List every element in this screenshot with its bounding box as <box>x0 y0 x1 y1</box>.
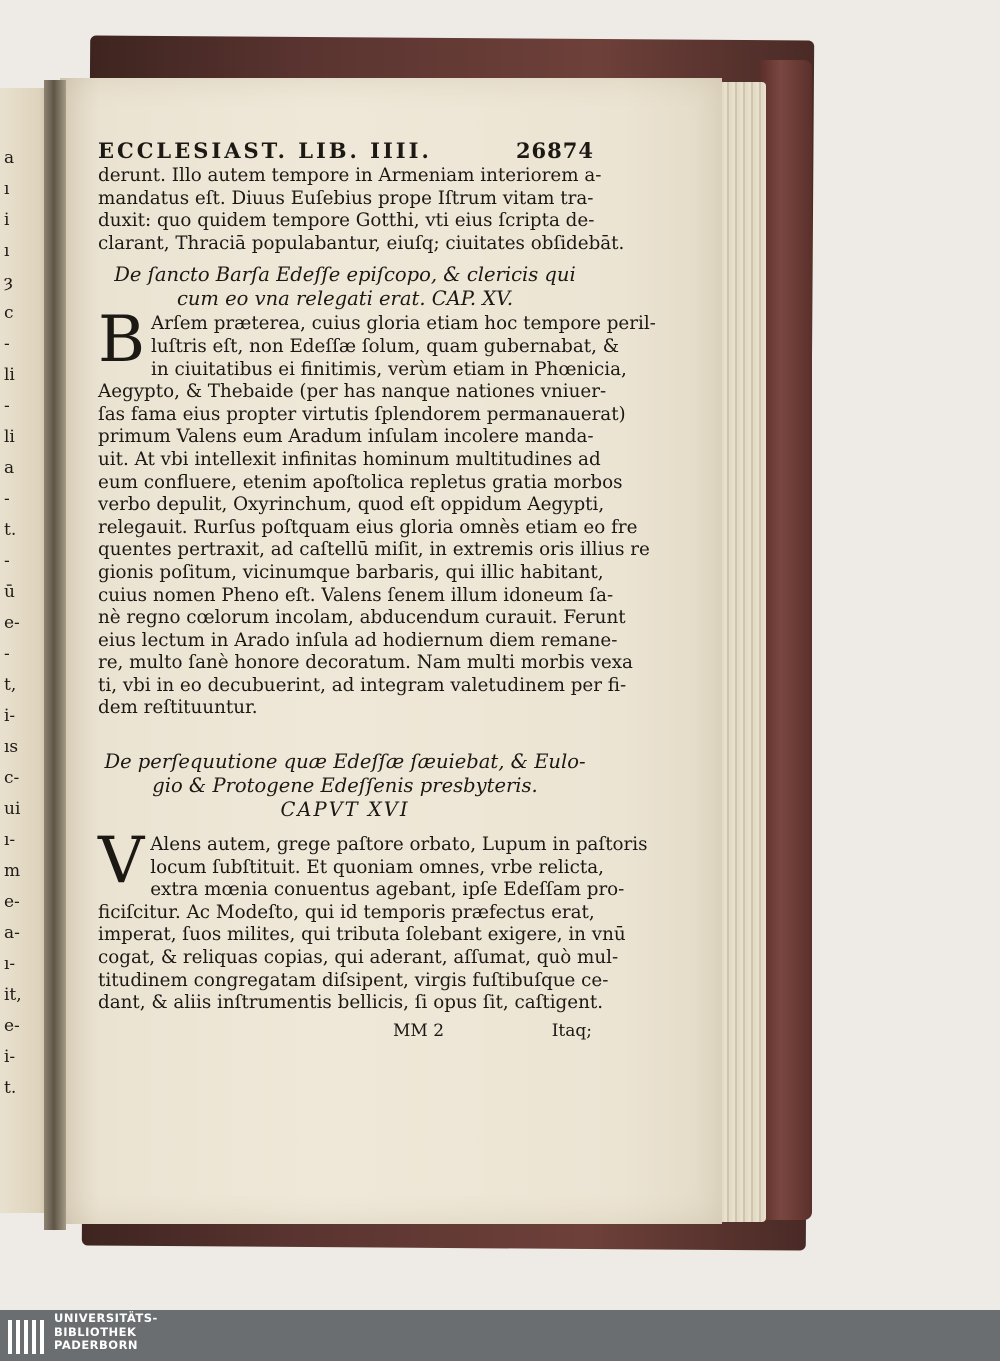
left-page-fragment: a <box>4 148 15 168</box>
left-page-fragment: t, <box>4 675 17 695</box>
text-line: dant, & aliis inſtrumentis bellicis, ſi opus ſit, caſtigent. <box>98 992 604 1014</box>
page-edges <box>716 82 766 1222</box>
text-line: Aegypto, & Thebaide (per has nanque nationes vniuer- <box>98 381 607 403</box>
text-line: primum Valens eum Aradum inſulam incolere manda- <box>98 426 594 448</box>
left-page-fragment: ı- <box>4 830 16 850</box>
left-page-fragment: c- <box>4 768 20 788</box>
chapter-15-text <box>98 303 656 720</box>
left-page-fragment: a- <box>4 923 20 943</box>
text-line: Alens autem, grege paſtore orbato, Lupum in paſtoris <box>150 834 648 856</box>
chapter-15-heading <box>98 263 592 311</box>
text-line: verbo depulit, Oxyrinchum, quod eſt oppidum Aegypti, <box>98 494 605 516</box>
left-page-fragment: a <box>4 458 15 478</box>
left-page-fragment: ı <box>4 179 10 199</box>
page-number: 26874 <box>515 138 594 163</box>
heading-line: De perſequutione quæ Edeſſæ ſæuiebat, & Eulo- <box>104 750 586 774</box>
text-line: luſtris eſt, non Edeſſæ ſolum, quam gubernabat, & <box>151 335 619 357</box>
text-line: re, multo ſanè honore decoratum. Nam multi morbis vexa <box>98 652 633 674</box>
text-line: imperat, ſuos milites, qui tributa ſolebant exigere, in vnū <box>98 924 626 946</box>
left-page-fragment: li <box>4 427 15 447</box>
text-line: gionis poſitum, vicinumque barbaris, qui illic habitant, <box>98 561 604 583</box>
text-line: derunt. Illo autem tempore in Armeniam interiorem a- <box>98 165 602 186</box>
left-page-fragment: ȝ <box>4 272 13 292</box>
left-page-fragment: m <box>4 861 21 881</box>
left-page-fragment: it, <box>4 985 22 1005</box>
left-page-fragment: ıs <box>4 737 19 757</box>
library-name-line: PADERBORN <box>54 1338 139 1352</box>
text-line: nè regno cœlorum incolam, abducendum curauit. Ferunt <box>98 607 626 629</box>
cover-edge <box>760 60 812 1220</box>
text-line: uit. At vbi intellexit infinitas hominum multitudines ad <box>98 448 601 470</box>
page-text <box>98 138 656 1041</box>
text-line: duxit: quo quidem tempore Gotthi, vti eius ſcripta de- <box>98 210 595 232</box>
text-line: titudinem congregatam diſsipent, virgis fuſtibuſque ce- <box>98 969 609 991</box>
left-page-fragment: t. <box>4 1078 17 1098</box>
running-title: ECCLESIAST. LIB. IIII. <box>98 138 432 163</box>
catchword: Itaq; <box>551 1020 592 1041</box>
left-page-fragment: - <box>4 334 10 354</box>
text-line: relegauit. Rurſus poſtquam eius gloria omnès etiam eo fre <box>98 516 638 538</box>
left-page-fragment: e- <box>4 613 20 633</box>
text-line: locum ſubſtituit. Et quoniam omnes, vrbe relicta, <box>150 856 604 878</box>
text-line: Arſem præterea, cuius gloria etiam hoc tempore peril- <box>151 313 656 335</box>
heading-line: gio & Protogene Edeſſenis presbyteris. <box>152 774 538 798</box>
text-line: ſas fama eius propter virtutis ſplendorem permanauerat) <box>98 403 626 425</box>
text-line: cogat, & reliquas copias, qui aderant, aſſumat, quò mul- <box>98 947 619 969</box>
left-page-fragment: - <box>4 489 10 509</box>
text-line: in ciuitatibus ei finitimis, verùm etiam in Phœnicia, <box>151 358 627 380</box>
left-page-fragment: t. <box>4 520 17 540</box>
left-page-fragment: - <box>4 551 10 571</box>
left-page-fragment: e- <box>4 892 20 912</box>
library-name-line: BIBLIOTHEK <box>54 1324 137 1339</box>
drop-capital: V <box>98 824 145 899</box>
left-page-fragment: ı <box>4 241 10 261</box>
left-page-fragment: e- <box>4 1016 20 1036</box>
gutter <box>44 80 66 1230</box>
heading-line: De ſancto Barſa Edeſſe epiſcopo, & clericis qui <box>114 263 576 287</box>
left-page-fragment: - <box>4 396 10 416</box>
drop-capital: B <box>98 303 146 378</box>
left-page-fragment: c <box>4 303 14 323</box>
text-line: cuius nomen Pheno eſt. Valens ſenem illum idoneum ſa- <box>98 584 614 606</box>
text-line: ficiſcitur. Ac Modeſto, qui id temporis præfectus erat, <box>98 901 595 923</box>
text-line: dem reſtituuntur. <box>98 697 258 719</box>
left-page-fragment: i <box>4 210 10 230</box>
heading-line: CAPVT XVI <box>280 798 410 822</box>
left-page-fragment: ui <box>4 799 21 819</box>
text-line: eum confluere, etenim apoſtolica repletus gratia morbos <box>98 471 623 493</box>
text-line: clarant, Thraciā populabantur, eiuſq; ciuitates obſidebāt. <box>98 232 625 254</box>
left-page-fragment: ı- <box>4 954 16 974</box>
left-page-fragment: - <box>4 644 10 664</box>
chapter-16-heading <box>98 750 592 822</box>
text-line: eius lectum in Arado inſula ad hodiernum diem remane- <box>98 629 618 651</box>
chapter-16-text <box>98 824 648 1015</box>
library-logo-icon <box>6 1316 46 1356</box>
left-page-fragment: li <box>4 365 15 385</box>
library-name-line: UNIVERSITÄTS- <box>54 1311 158 1325</box>
library-name <box>54 1312 158 1353</box>
running-header <box>98 138 594 163</box>
signature-mark: MM 2 <box>393 1020 445 1041</box>
intro-paragraph <box>98 165 625 255</box>
signature-line <box>98 1021 592 1041</box>
left-page-fragment: i- <box>4 706 16 726</box>
text-line: extra mœnia conuentus agebant, ipſe Edeſſam pro- <box>150 879 625 901</box>
text-line: mandatus eſt. Diuus Euſebius prope Iſtrum vitam tra- <box>98 187 594 209</box>
text-line: ti, vbi in eo decubuerint, ad integram valetudinem per fi- <box>98 674 627 696</box>
heading-line: cum eo vna relegati erat. CAP. XV. <box>176 287 514 311</box>
text-line: quentes pertraxit, ad caſtellū miſit, in extremis oris illius re <box>98 539 650 561</box>
left-page-fragment: ū <box>4 582 15 602</box>
left-page-fragment: i- <box>4 1047 16 1067</box>
